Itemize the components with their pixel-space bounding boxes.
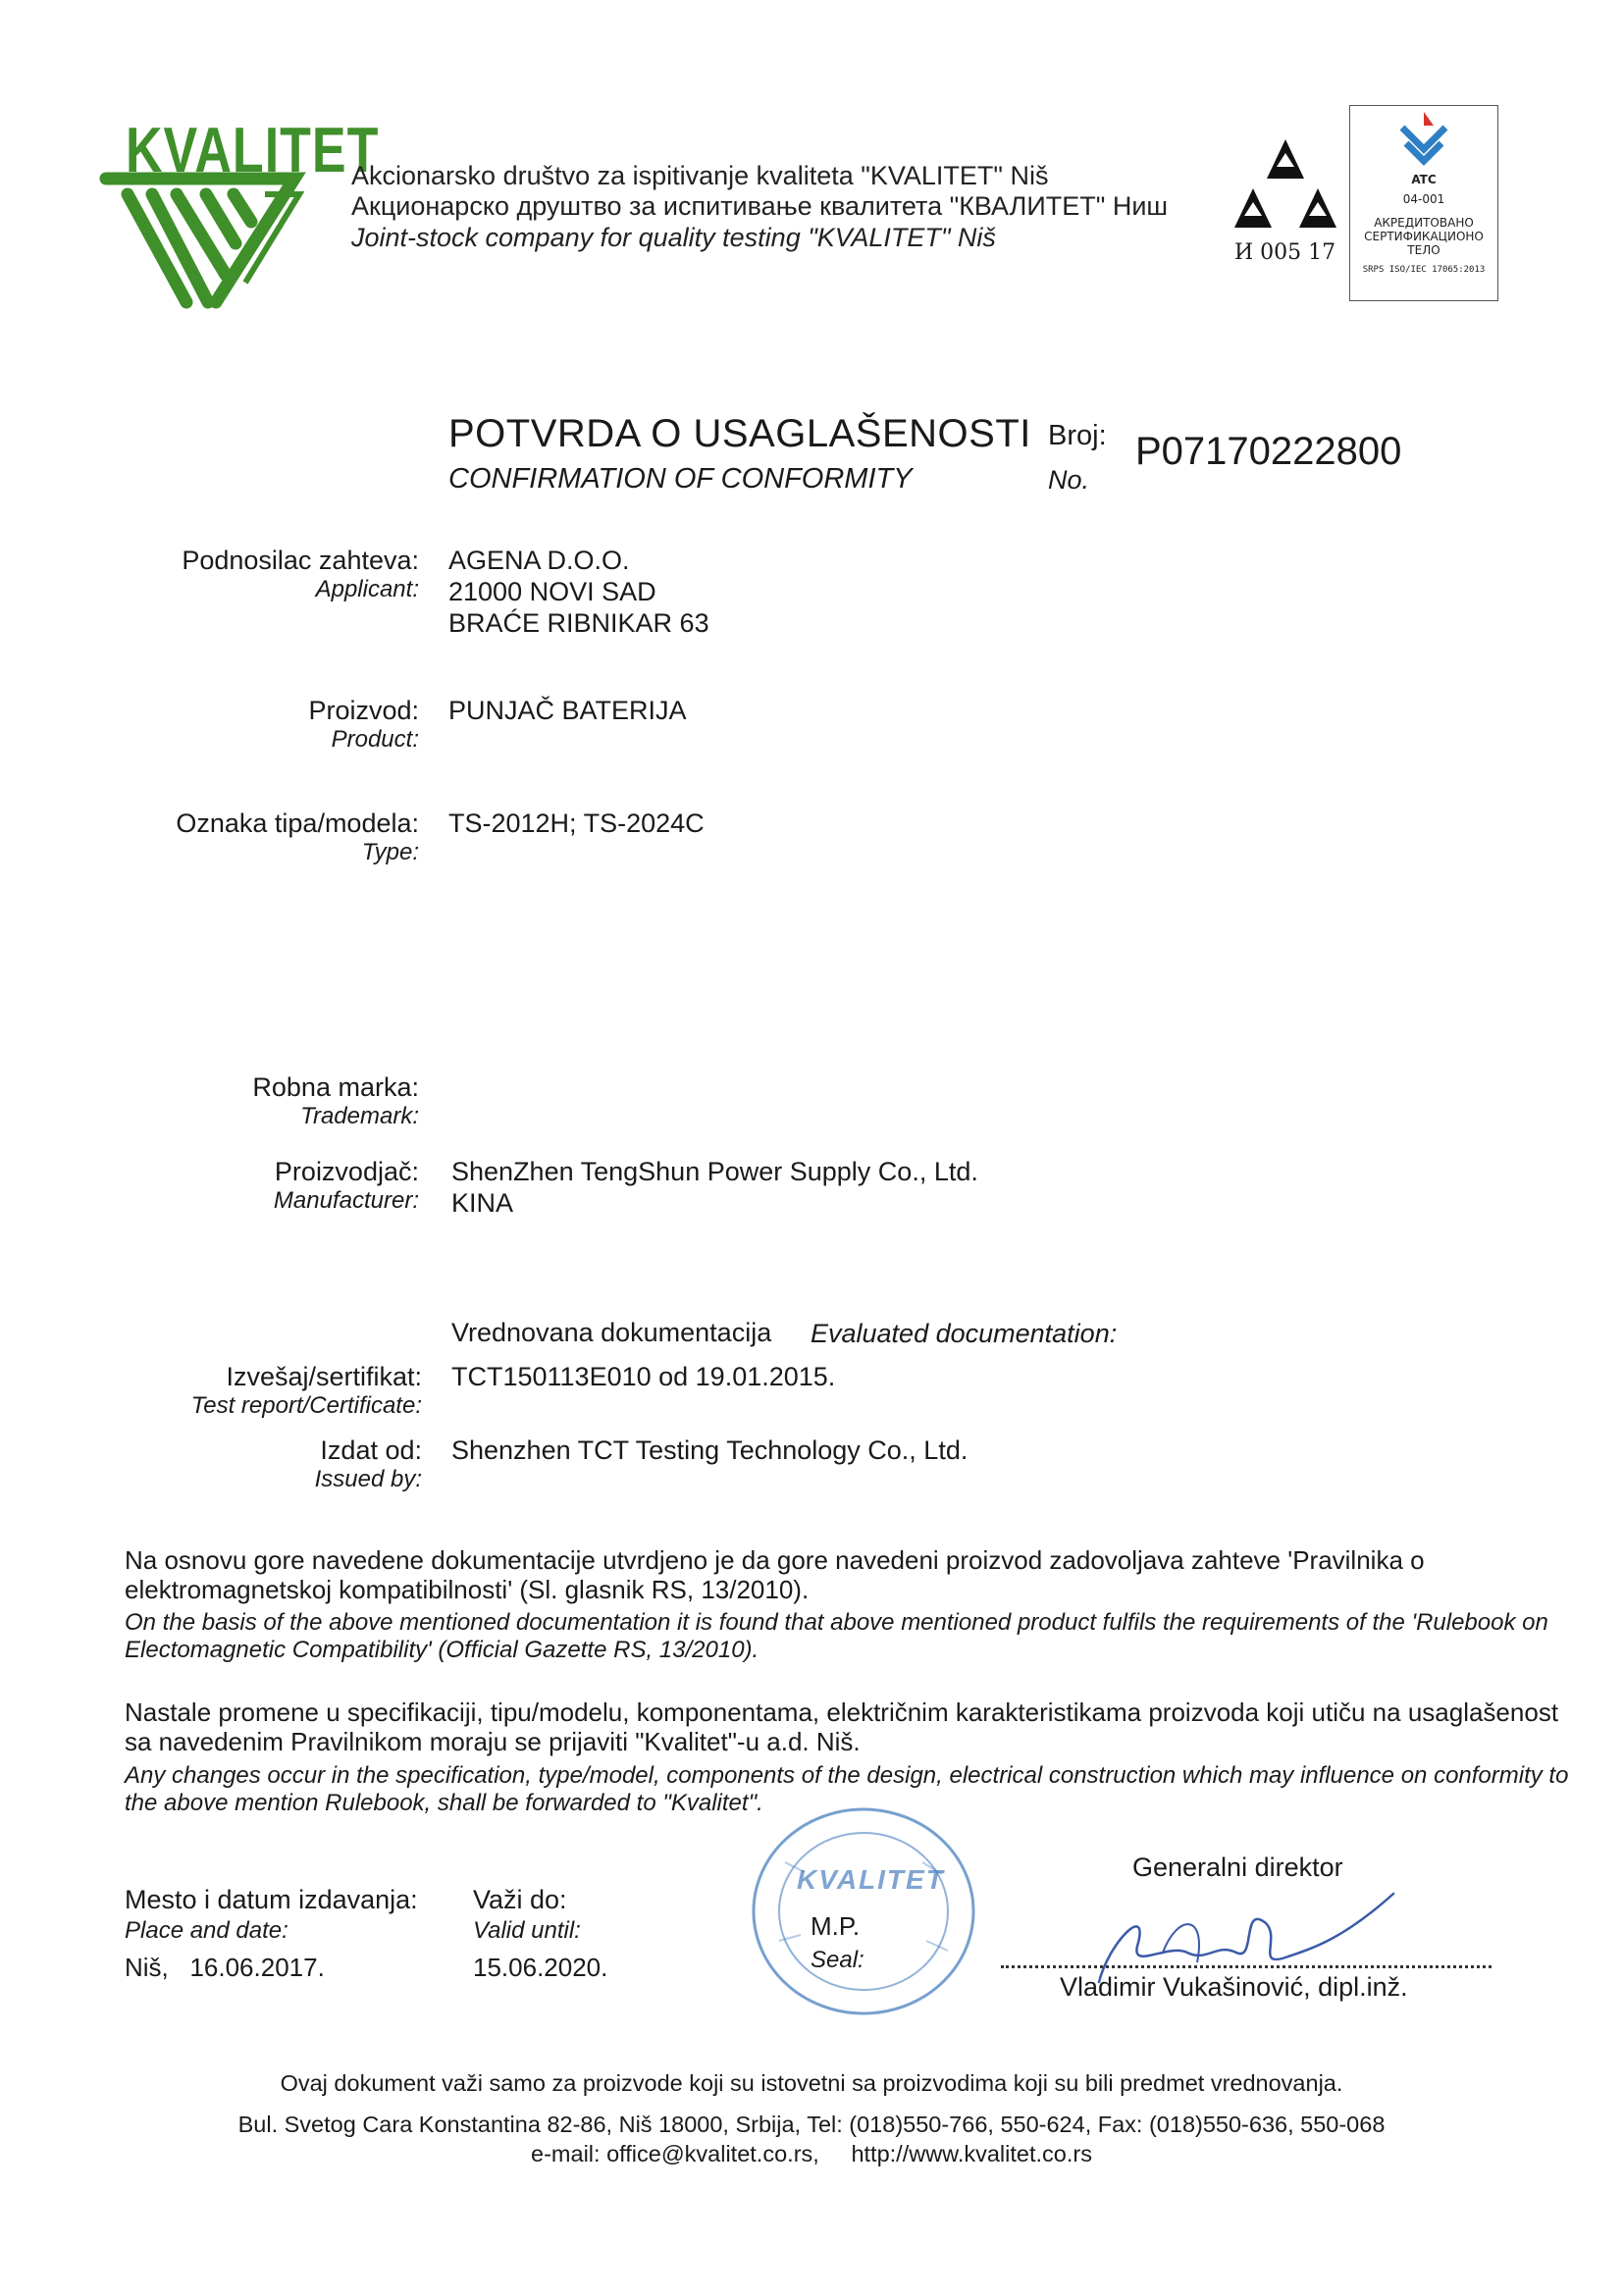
issued-value: Shenzhen TCT Testing Technology Co., Ltd. — [451, 1435, 969, 1465]
manufacturer-label: Proizvodjač: — [274, 1157, 419, 1186]
broj-label: Broj: — [1048, 420, 1107, 451]
atc-line1: АКРЕДИТОВАНО — [1374, 216, 1474, 230]
documentation-heading-en: Evaluated documentation: — [811, 1319, 1118, 1348]
product-value: PUNJAČ BATERIJA — [448, 696, 687, 725]
manufacturer-name: ShenZhen TengShun Power Supply Co., Ltd. — [451, 1157, 978, 1186]
accreditation-badge — [1349, 105, 1498, 301]
report-value: TCT150113E010 od 19.01.2015. — [451, 1362, 836, 1391]
conformity-triangle-mark-icon — [1231, 137, 1339, 240]
footer-note: Ovaj dokument važi samo za proizvode koji su istovetni sa proizvodima koji su bili predmet vrednovanja. — [280, 2070, 1343, 2096]
applicant-name: AGENA D.O.O. — [448, 546, 630, 575]
company-name-english: Joint-stock company for quality testing "KVALITET" Niš — [351, 223, 996, 252]
director-name: Vladimir Vukašinović, dipl.inž. — [1060, 1972, 1408, 2002]
report-sublabel: Test report/Certificate: — [190, 1392, 422, 1419]
trademark-sublabel: Trademark: — [300, 1103, 419, 1129]
signature-line — [1001, 1965, 1492, 1968]
stamp-text: KVALITET — [797, 1864, 945, 1895]
place-date-value: Niš, 16.06.2017. — [125, 1953, 325, 1982]
place-date-label-en: Place and date: — [125, 1917, 288, 1944]
valid-until-label: Važi do: — [473, 1885, 567, 1914]
product-label: Proizvod: — [308, 696, 419, 725]
conformity-statement: Na osnovu gore navedene dokumentacije utvrdjeno je da gore navedeni proizvod zadovoljava zahteve 'Pravilnika o elektromagnetskoj kompatibilnosti' (Sl. glasnik RS, 13/2010). — [125, 1545, 1425, 1604]
applicant-city: 21000 NOVI SAD — [448, 577, 656, 606]
atc-standard: SRPS ISO/IEC 17065:2013 — [1362, 265, 1486, 275]
issued-label: Izdat od: — [320, 1435, 422, 1465]
document-title: POTVRDA O USAGLAŠENOSTI — [448, 412, 1031, 455]
certificate-number: P07170222800 — [1135, 430, 1402, 473]
company-stamp-icon — [746, 1803, 981, 2019]
type-value: TS-2012H; TS-2024C — [448, 809, 705, 838]
type-label: Oznaka tipa/modela: — [176, 809, 419, 838]
applicant-sublabel: Applicant: — [315, 576, 419, 602]
trademark-label: Robna marka: — [252, 1072, 419, 1102]
director-title: Generalni direktor — [1132, 1852, 1343, 1882]
atc-abbr: ATC — [1411, 173, 1437, 186]
seal-label: M.P. — [811, 1911, 861, 1941]
type-sublabel: Type: — [361, 839, 419, 865]
seal-label-en: Seal: — [811, 1947, 864, 1973]
manufacturer-country: KINA — [451, 1188, 514, 1218]
mark-code: И 005 17 — [1234, 240, 1336, 265]
footer-contact: e-mail: office@kvalitet.co.rs, http://www.kvalitet.co.rs — [531, 2141, 1092, 2166]
atc-number: 04-001 — [1402, 192, 1445, 206]
company-name-latin: Akcionarsko društvo za ispitivanje kvaliteta "KVALITET" Niš — [351, 161, 1049, 190]
manufacturer-sublabel: Manufacturer: — [273, 1187, 419, 1214]
atc-line3: ТЕЛО — [1407, 243, 1440, 257]
changes-notice-en: Any changes occur in the specification, type/model, components of the design, electrical construction which may influence on conformity to the above mention Rulebook, shall be forwarded to "Kvalitet". — [125, 1762, 1569, 1816]
report-label: Izvešaj/sertifikat: — [226, 1362, 422, 1391]
conformity-statement-en: On the basis of the above mentioned documentation it is found that above mentioned product fulfils the requirements of the 'Rulebook on Electomagnetic Compatibility' (Official Gazette RS, 13/2010). — [125, 1609, 1548, 1663]
applicant-street: BRAĆE RIBNIKAR 63 — [448, 608, 709, 638]
changes-notice: Nastale promene u specifikaciji, tipu/modelu, komponentama, električnim karakteristikama proizvoda koji utiču na usaglašenost sa navedenim Pravilnikom moraju se prijaviti "Kvalitet"-u a.d. Niš. — [125, 1697, 1559, 1756]
valid-until-value: 15.06.2020. — [473, 1953, 608, 1982]
company-name-cyrillic: Акционарско друштво за испитивање квалитета "КВАЛИТЕТ" Ниш — [351, 191, 1169, 221]
place-date-label: Mesto i datum izdavanja: — [125, 1885, 418, 1914]
kvalitet-logo-icon — [98, 165, 324, 312]
brand-wordmark: KVALITET — [126, 115, 380, 186]
documentation-heading: Vrednovana dokumentacija — [451, 1318, 772, 1347]
document-subtitle: CONFIRMATION OF CONFORMITY — [448, 463, 913, 495]
footer-address: Bul. Svetog Cara Konstantina 82-86, Niš 18000, Srbija, Tel: (018)550-766, 550-624, Fax: (018)550-636, 550-068 — [237, 2112, 1386, 2137]
no-label: No. — [1048, 465, 1090, 495]
valid-until-label-en: Valid until: — [473, 1917, 581, 1944]
issued-sublabel: Issued by: — [314, 1466, 422, 1492]
applicant-label: Podnosilac zahteva: — [182, 546, 419, 575]
atc-logo-icon — [1394, 110, 1453, 169]
atc-line2: СЕРТИФИКАЦИОНО — [1364, 230, 1484, 243]
product-sublabel: Product: — [331, 726, 419, 753]
